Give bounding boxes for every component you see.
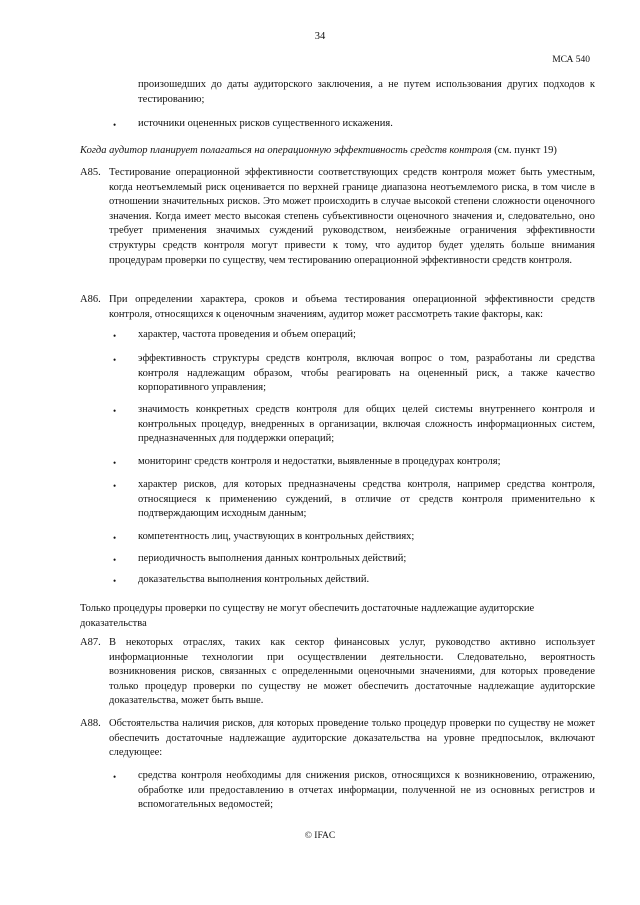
copyright-footer: © IFAC: [304, 831, 336, 841]
heading-reference: (см. пункт 19): [491, 145, 557, 156]
paragraph-label-a86: A86.: [80, 294, 101, 305]
list-item: компетентность лиц, участвующих в контрольных действиях;: [138, 531, 415, 542]
bullet-icon: •: [113, 772, 117, 782]
paragraph-a86: При определении характера, сроков и объема тестирования операционной эффективности средств контроля, относящихся к оценочным значениям, аудитор может рассмотреть такие факторы, как:: [109, 294, 595, 320]
document-code: МСА 540: [552, 55, 590, 65]
paragraph-label-a88: A88.: [80, 718, 101, 729]
section-heading-controls: [80, 144, 600, 159]
heading-italic: Когда аудитор планирует полагаться на операционную эффективность средств контроля: [80, 145, 492, 156]
list-item: характер рисков, для которых предназначены средства контроля, например средства контроля, относящиеся к применению суждений, в отличие от средств контроля применительно к подтверждающим исходным данным;: [138, 479, 595, 520]
list-item: мониторинг средств контроля и недостатки, выявленные в процедурах контроля;: [138, 456, 501, 467]
section-heading-substantive: Только процедуры проверки по существу не могут обеспечить достаточные надлежащие аудиторские доказательства: [80, 603, 535, 629]
list-item: доказательства выполнения контрольных действий.: [138, 574, 370, 585]
bullet-icon: •: [113, 481, 117, 491]
bullet-icon: •: [113, 120, 117, 130]
intro-continuation: произошедших до даты аудиторского заключения, а не путем использования других подходов к тестированию;: [138, 79, 595, 105]
list-item: значимость конкретных средств контроля для общих целей системы внутреннего контроля и контрольных процедур, внедренных в организации, включая сложность информационных систем, предназначенных для поддержки операций;: [138, 404, 595, 445]
bullet-icon: •: [113, 355, 117, 365]
paragraph-a87: В некоторых отраслях, таких как сектор финансовых услуг, руководство активно использует информационные технологии при осуществлении деятельности. Следовательно, вероятность возникновения рисков, связанных с определенными оценочными значениями, для которых проведение только процедур проверки по существу не может обеспечить достаточные надлежащие аудиторские доказательства, может быть выше.: [109, 637, 595, 707]
bullet-icon: •: [113, 406, 117, 416]
paragraph-label-a87: A87.: [80, 637, 101, 648]
page-number: 34: [314, 31, 326, 42]
bullet-icon: •: [113, 331, 117, 341]
bullet-icon: •: [113, 458, 117, 468]
list-item: эффективность структуры средств контроля, включая вопрос о том, разработаны ли средства контроля надлежащим образом, чтобы реагировать на оцененный риск, а также качество корпоративного управления;: [138, 353, 595, 394]
list-item: средства контроля необходимы для снижения рисков, относящихся к возникновению, отражению, обработке или предоставлению в отчетах информации, полученной не из основных регистров и вспомогательных ведомостей;: [138, 770, 595, 811]
paragraph-a88: Обстоятельства наличия рисков, для которых проведение только процедур проверки по существу не может обеспечить достаточные надлежащие аудиторские доказательства на уровне предпосылок, включают следующее:: [109, 718, 595, 759]
intro-bullet: источники оцененных рисков существенного искажения.: [138, 118, 393, 129]
list-item: периодичность выполнения данных контрольных действий;: [138, 553, 407, 564]
paragraph-a85: Тестирование операционной эффективности соответствующих средств контроля может быть уместным, когда неотъемлемый риск оценивается по верхней границе диапазона неотъемлемого риска, в том числе в отношении значительных рисков. Это может происходить в случае высокой степени сложности оценочного значения. Когда имеет место высокая степень субъективности оценочного значения и, следовательно, оно требует применения значимых суждений руководством, неизбежные ограничения эффективности структуры средств контроля могут привести к тому, что аудитор будет уделять больше внимания процедурам проверки по существу, чем тестированию операционной эффективности средств контроля.: [109, 167, 595, 266]
bullet-icon: •: [113, 576, 117, 586]
list-item: характер, частота проведения и объем операций;: [138, 329, 356, 340]
bullet-icon: •: [113, 533, 117, 543]
paragraph-label-a85: A85.: [80, 167, 101, 178]
bullet-icon: •: [113, 555, 117, 565]
